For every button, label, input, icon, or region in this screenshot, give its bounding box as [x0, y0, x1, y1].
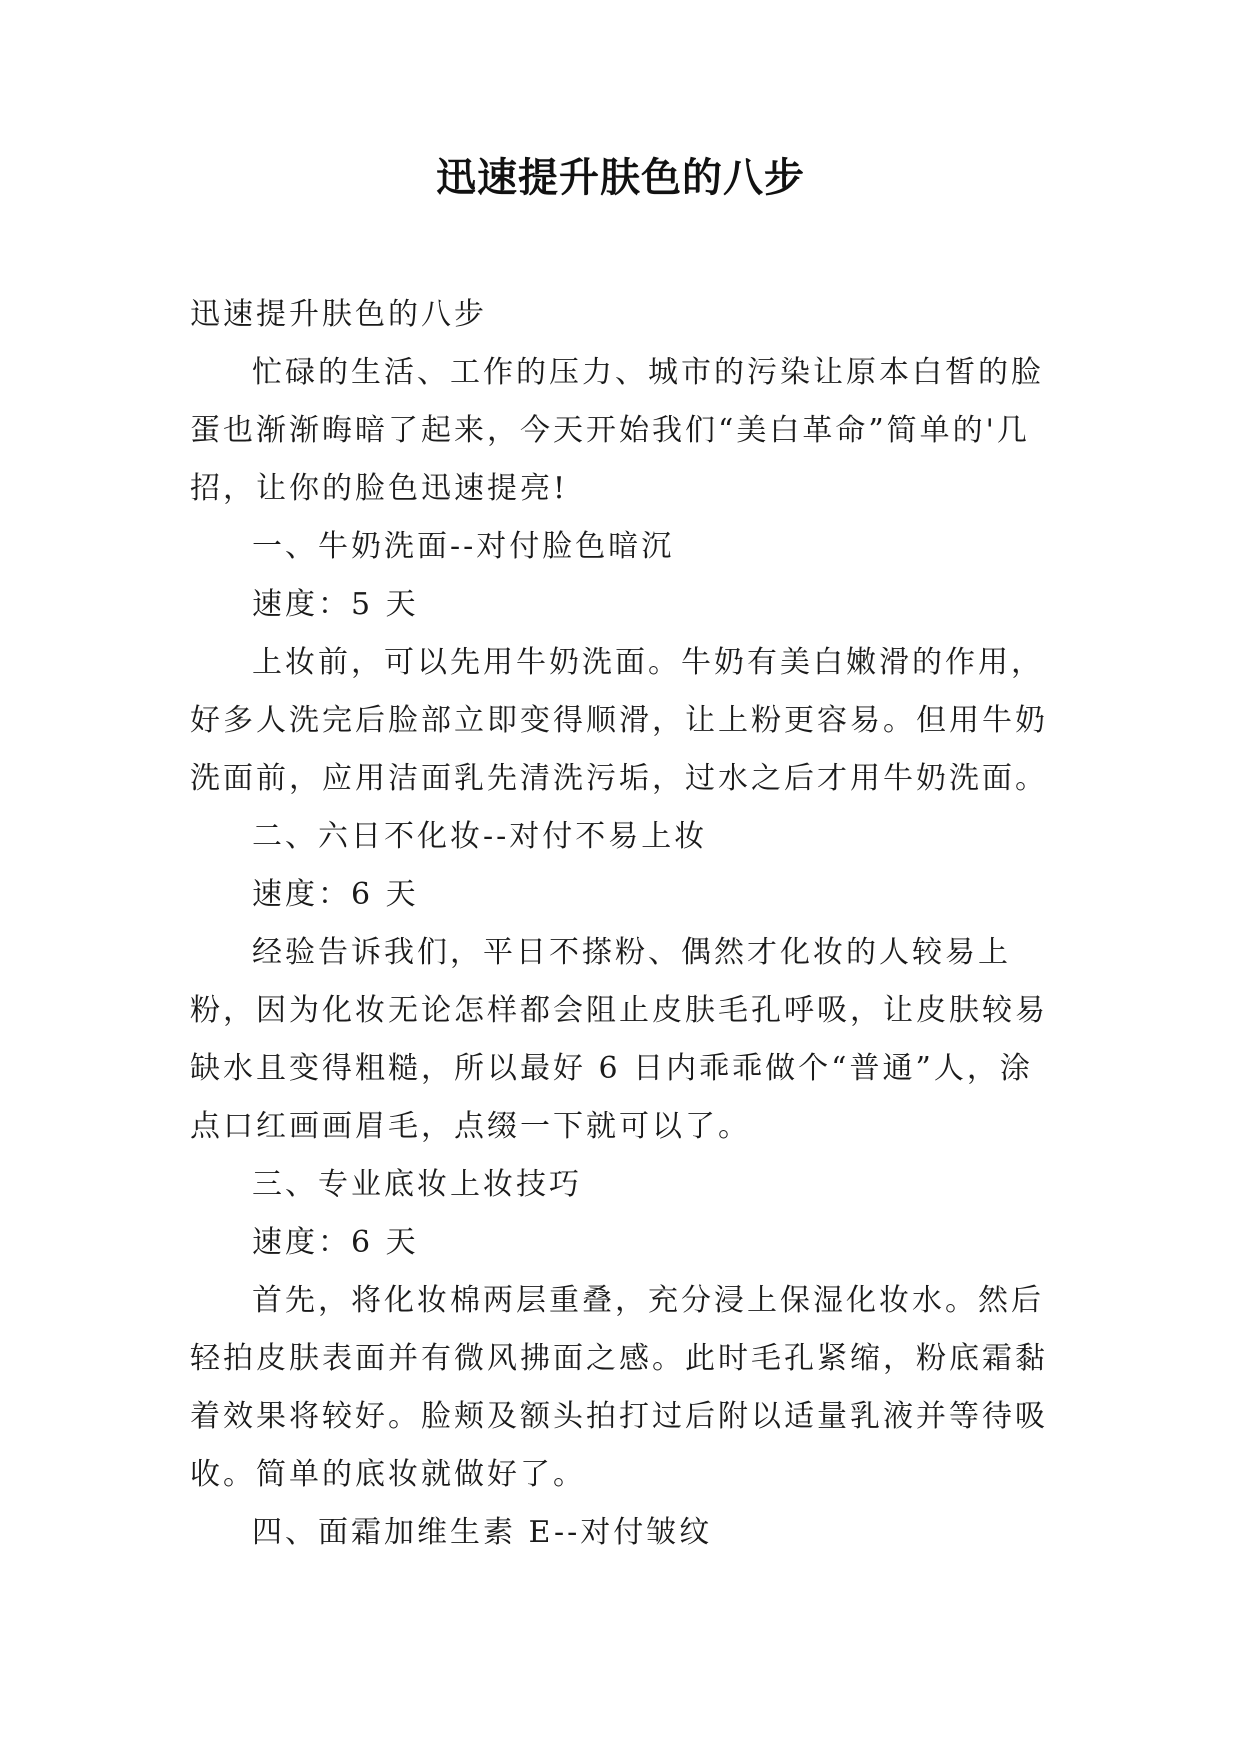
- intro-paragraph: 忙碌的生活、工作的压力、城市的污染让原本白皙的脸蛋也渐渐晦暗了起来，今天开始我们“美白革命”简单的'几招，让你的脸色迅速提亮!: [190, 355, 1044, 506]
- section-heading-3: 三、专业底妆上妆技巧: [252, 1167, 582, 1202]
- speed-line-2: 速度：6 天: [252, 877, 419, 912]
- section-paragraph-3: 首先，将化妆棉两层重叠，充分浸上保湿化妆水。然后轻拍皮肤表面并有微风拂面之感。此时毛孔紧缩，粉底霜黏着效果将较好。脸颊及额头拍打过后附以适量乳液并等待吸收。简单的底妆就做好了。: [190, 1283, 1048, 1492]
- document-body: [190, 286, 1058, 1562]
- document-title: 迅速提升肤色的八步: [436, 155, 805, 201]
- speed-line-3: 速度：6 天: [252, 1225, 419, 1260]
- section-paragraph-2: 经验告诉我们，平日不搽粉、偶然才化妆的人较易上粉，因为化妆无论怎样都会阻止皮肤毛孔呼吸，让皮肤较易缺水且变得粗糙，所以最好 6 日内乖乖做个“普通”人，涂点口红画画眉毛，点缀一下就可以了。: [190, 935, 1048, 1144]
- section-heading-2: 二、六日不化妆--对付不易上妆: [252, 819, 708, 854]
- speed-line-1: 速度：5 天: [252, 587, 419, 622]
- section-paragraph-1: 上妆前，可以先用牛奶洗面。牛奶有美白嫩滑的作用，好多人洗完后脸部立即变得顺滑，让上粉更容易。但用牛奶洗面前，应用洁面乳先清洗污垢，过水之后才用牛奶洗面。: [190, 645, 1048, 796]
- body-heading: 迅速提升肤色的八步: [190, 297, 487, 332]
- section-heading-1: 一、牛奶洗面--对付脸色暗沉: [252, 529, 675, 564]
- section-heading-4: 四、面霜加维生素 E--对付皱纹: [252, 1515, 713, 1550]
